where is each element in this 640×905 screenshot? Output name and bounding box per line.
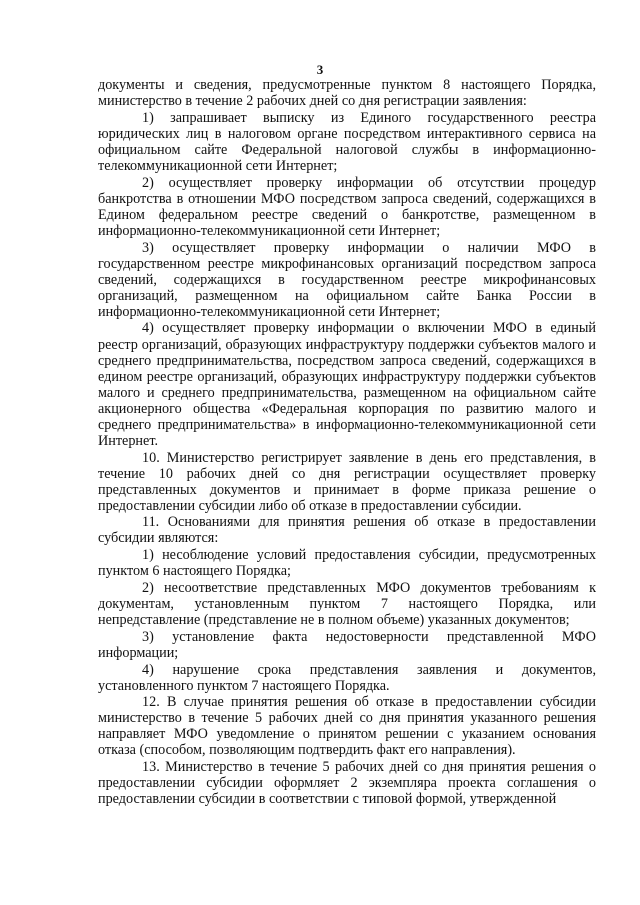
paragraph: 1) несоблюдение условий предоставления субсидии, предусмотренных пунктом 6 настоящего Порядка; [98,547,596,580]
paragraph: 12. В случае принятия решения об отказе в предоставлении субсидии министерство в течение 5 рабочих дней со дня принятия указанного решения направляет МФО уведомление о принятом решении с указанием основания отказа (способом, позволяющим подтвердить факт его направления). [98,694,596,759]
page-number: 3 [316,62,324,77]
paragraph: 10. Министерство регистрирует заявление в день его представления, в течение 10 рабочих дней со дня регистрации осуществляет проверку представленных документов и принимает в форме приказа решение о предоставлении субсидии либо об отказе в предоставлении субсидии. [98,449,596,514]
paragraph: 13. Министерство в течение 5 рабочих дней со дня принятия решения о предоставлении субсидии оформляет 2 экземпляра проекта соглашения о предоставлении субсидии в соответствии с типовой формой, утвержденной [98,759,596,808]
paragraph: 3) установление факта недостоверности представленной МФО информации; [98,628,596,661]
paragraph: 2) осуществляет проверку информации об отсутствии процедур банкротства в отношении МФО посредством запроса сведений, содержащихся в Едином федеральном реестре сведений о банкротстве, размещенном в информационно-телекоммуникационной сети Интернет; [98,174,596,239]
paragraph: документы и сведения, предусмотренные пунктом 8 настоящего Порядка, министерство в течение 2 рабочих дней со дня регистрации заявления: [98,77,596,110]
paragraph: 2) несоответствие представленных МФО документов требованиям к документам, установленным пунктом 7 настоящего Порядка, или непредставление (представление не в полном объеме) указанных документов; [98,579,596,629]
paragraph: 11. Основаниями для принятия решения об отказе в предоставлении субсидии являются: [98,514,596,547]
document-body [98,77,596,808]
paragraph: 3) осуществляет проверку информации о наличии МФО в государственном реестре микрофинансовых организаций посредством запроса сведений, содержащихся в государственном реестре микрофинансовых организаций, размещенном на официальном сайте Банка России в информационно-телекоммуникационной сети Интернет; [98,239,596,320]
paragraph: 4) нарушение срока представления заявления и документов, установленного пунктом 7 настоящего Порядка. [98,661,596,694]
paragraph: 4) осуществляет проверку информации о включении МФО в единый реестр организаций, образующих инфраструктуру поддержки субъектов малого и среднего предпринимательства, посредством запроса сведений, содержащихся в едином реестре организаций, образующих инфраструктуру поддержки субъектов малого и среднего предпринимательства, размещенном на официальном сайте акционерного общества «Федеральная корпорация по развитию малого и среднего предпринимательства» в информационно-телекоммуникационной сети Интернет. [98,320,596,449]
paragraph: 1) запрашивает выписку из Единого государственного реестра юридических лиц в налоговом органе посредством интерактивного сервиса на официальном сайте Федеральной налоговой службы в информационно-телекоммуникационной сети Интернет; [98,109,596,174]
